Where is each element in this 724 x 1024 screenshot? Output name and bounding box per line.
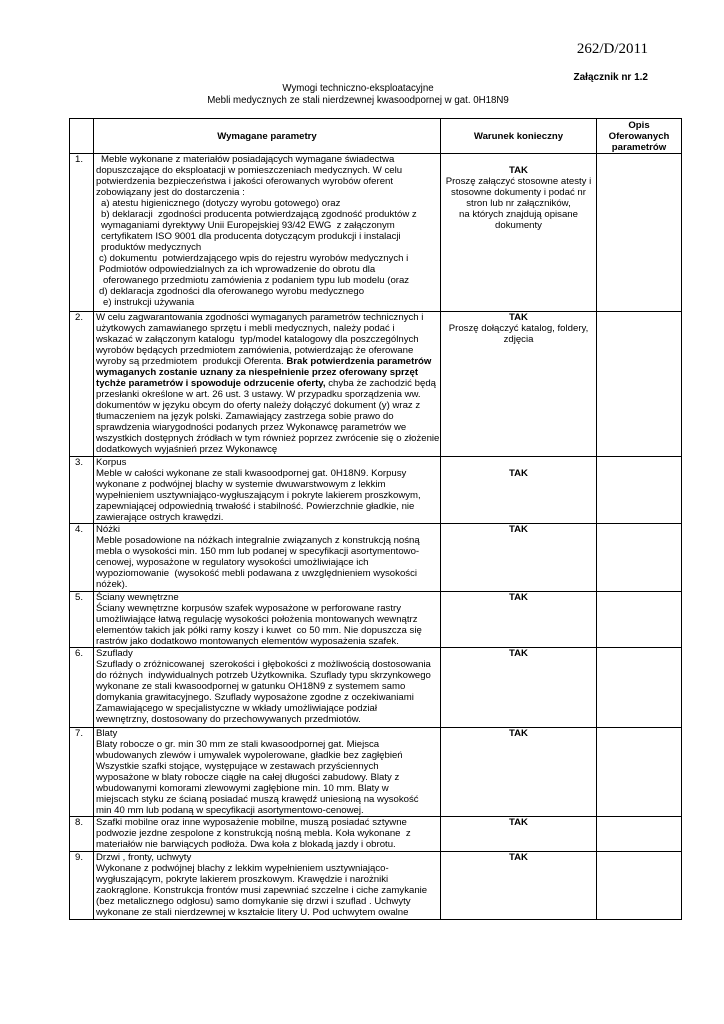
parameter-line: d) deklaracja zgodności dla oferowanego wyrobu medycznego: [99, 286, 365, 297]
document-reference: 262/D/2011: [576, 41, 648, 57]
table-row: [70, 648, 682, 728]
parameter-line: Blaty robocze o gr. min 30 mm ze stali kwasoodpornej gat. Miejsca: [96, 739, 380, 750]
table-header: [70, 119, 682, 154]
parameter-line: elementów takich jak półki ramy koszy i kuwet co 50 mm. Nie dopuszcza się: [96, 625, 422, 636]
parameter-line: wykonane z podwójnej blachy w systemie dwuwarstwowym z lekkim: [96, 479, 386, 490]
row-number: 7.: [70, 728, 94, 817]
text-segment: chyba że zachodzić będą: [325, 378, 436, 389]
header-condition: Warunek konieczny: [441, 119, 597, 154]
requirements-table: [69, 118, 682, 920]
condition-cell: [441, 852, 597, 920]
parameter-line: materiałów nie barwiących podłoża. Dwa koła z blokadą jazdy i obrotu.: [96, 839, 396, 850]
parameter-line: zaokrąglone. Konstrukcja frontów musi zapewniać szczelne i ciche zamykanie: [96, 885, 428, 896]
parameter-line: a) atestu higienicznego (dotyczy wyrobu gotowego) oraz: [101, 198, 341, 209]
parameter-line: dopuszczające do eksploatacji w pomieszczeniach medycznych. W celu: [96, 165, 403, 176]
parameter-line: umożliwiające łatwą regulację wysokości położenia montowanych wewnątrz: [96, 614, 418, 625]
parameter-line: rastrów jako dodatkowo montowanych elementów wyposażenia szafek.: [96, 636, 399, 647]
parameter-line: wypoziomowanie (wysokość mebli podawana z uwzględnieniem wysokości: [96, 568, 418, 579]
parameter-line: [96, 356, 440, 367]
parameter-line: W celu zagwarantowania zgodności wymaganych parametrów technicznych i: [96, 312, 424, 323]
parameter-line: Wykonane z podwójnej blachy z lekkim wypełnieniem usztywniająco-: [96, 863, 389, 874]
parameter-line: miejscach styku ze ścianą posiadać muszą krawędź uniesioną na wysokość: [96, 794, 419, 805]
subtitle-line: Mebli medycznych ze stali nierdzewnej kwasoodpornej w gat. 0H18N9: [207, 95, 509, 106]
parameter-line: Zamawiającego w specjalistyczne w wkłady umożliwiające podział: [96, 703, 378, 714]
parameter-line: wszystkich dostępnych źródłach w tym również poprzez zwrócenie się o złożenie: [96, 433, 440, 444]
parameter-line: wyrobów będących przedmiotem zamówienia, potwierdzając że oferowane: [96, 345, 414, 356]
row-number: 1.: [70, 154, 94, 312]
condition-note-line: stosowne dokumenty i podać nr: [451, 187, 586, 198]
header-number: [70, 119, 94, 154]
parameter-line: przesłanki określone w art. 26 ust. 3 ustawy. W przypadku sporządzenia ww.: [96, 389, 421, 400]
parameter-line: oferowanego przedmiotu zamówienia z podaniem typu lub modelu (oraz: [103, 275, 410, 286]
table-body: [70, 154, 682, 920]
condition-note-line: stron lub nr załączników,: [466, 198, 571, 209]
table-row: [70, 312, 682, 457]
parameter-line: mebla o wysokości min. 150 mm lub podanej w specyfikacji asortymentowo-: [96, 546, 420, 557]
parameter-line: sprawdzenia wiarygodności podanych przez Wykonawcę parametrów we: [96, 422, 407, 433]
parameter-line: podwozie jezdne zespolone z konstrukcją nośną mebla. Koła wykonane z: [96, 828, 411, 839]
row-number: 6.: [70, 648, 94, 728]
condition-cell: [441, 154, 597, 312]
parameter-line: dodatkowych wyjaśnień przez Wykonawcę: [96, 444, 278, 455]
condition-note-line: Proszę dołączyć katalog, foldery,: [448, 323, 589, 334]
table-row: [70, 852, 682, 920]
parameter-line: wymaganiami dyrektywy Unii Europejskiej 93/42 EWG z załączonym: [101, 220, 395, 231]
condition-flag: TAK: [508, 817, 528, 828]
document-title: [0, 83, 716, 107]
parameter-line: wygłuszającym, pokryte lakierem proszkowym. Krawędzie i narożniki: [96, 874, 389, 885]
condition-flag: TAK: [508, 165, 528, 176]
parameter-line: Podmiotów odpowiedzialnych za ich wprowadzenie do obrotu dla: [99, 264, 376, 275]
condition-cell: [441, 312, 597, 457]
condition-note-line: zdjęcia: [503, 334, 534, 345]
parameter-line: wypełnieniem usztywniająco-wygłuszającym i pokryte lakierem proszkowym,: [96, 490, 421, 501]
condition-flag: TAK: [508, 592, 528, 603]
parameter-line: Drzwi , fronty, uchwyty: [96, 852, 192, 863]
parameter-cell: [94, 592, 441, 648]
parameter-line: certyfikatem ISO 9001 dla producenta dotyczącym produkcji i instalacji: [101, 231, 401, 242]
parameter-line: Blaty: [96, 728, 118, 739]
emphasis-text: Brak potwierdzenia parametrów: [286, 356, 432, 367]
offered-parameters-cell: [597, 524, 682, 592]
condition-cell: [441, 648, 597, 728]
parameter-line: Szuflady o zróżnicowanej szerokości i głębokości z możliwością dostosowania: [96, 659, 431, 670]
emphasis-text: wymaganych zostanie uznany za niespełnienie przez oferowany sprzęt: [96, 367, 419, 378]
table-row: [70, 524, 682, 592]
row-number: 3.: [70, 457, 94, 524]
parameter-line: min 40 mm lub podaną w specyfikacji asortymentowo-cenowej.: [96, 805, 364, 816]
parameter-line: tłumaczeniem na język polski. Zamawiający zastrzega sobie prawo do: [96, 411, 394, 422]
text-segment: wyroby są przedmiotem produkcji Oferenta.: [96, 356, 287, 367]
header-offered-line: Oferowanych: [608, 130, 670, 142]
condition-note-line: Proszę załączyć stosowne atesty i: [445, 176, 592, 187]
table-row: [70, 457, 682, 524]
header-offered-line: parametrów: [611, 141, 667, 153]
offered-parameters-cell: [597, 457, 682, 524]
emphasis-text: tychże parametrów i spowoduje odrzucenie oferty,: [96, 378, 326, 389]
condition-flag: TAK: [508, 728, 528, 739]
parameter-line: cenowej, wyposażone w regulatory wysokości umożliwiające ich: [96, 557, 369, 568]
condition-flag: TAK: [508, 312, 528, 323]
parameter-line: [96, 367, 440, 378]
parameter-line: Wszystkie szafki stojące, występujące w zestawach przyściennych: [96, 761, 379, 772]
parameter-line: Meble w całości wykonane ze stali kwasoodpornej gat. 0H18N9. Korpusy: [96, 468, 407, 479]
parameter-line: c) dokumentu potwierdzającego wpis do rejestru wyrobów medycznych i: [99, 253, 409, 264]
parameter-line: zapewniającej odpowiednią trwałość i stabilność. Powierzchnie gładkie, nie: [96, 501, 415, 512]
parameter-line: wewnętrzny, dostosowany do przechowywanych przedmiotów.: [96, 714, 361, 725]
parameter-line: wskazać w załączonym katalogu typ/model katalogowy dla poszczególnych: [96, 334, 419, 345]
condition-flag: TAK: [508, 648, 528, 659]
condition-flag: TAK: [508, 468, 528, 479]
parameter-line: Szafki mobilne oraz inne wyposażenie mobilne, muszą posiadać sztywne: [96, 817, 407, 828]
parameter-line: użytkowych zamawianego sprzętu i mebli medycznych, należy podać i: [96, 323, 395, 334]
header-parameters: Wymagane parametry: [94, 119, 441, 154]
condition-cell: [441, 817, 597, 852]
row-number: 4.: [70, 524, 94, 592]
parameter-line: domykania grawitacyjnego. Szuflady wyposażone zgodne z oczekiwaniami: [96, 692, 414, 703]
parameter-cell: [94, 154, 441, 312]
table-row: [70, 154, 682, 312]
parameter-line: wbudowanymi komorami zlewowymi zagłębione min. 10 mm. Blaty w: [96, 783, 389, 794]
table-row: [70, 728, 682, 817]
header-offered-line: Opis: [628, 119, 650, 131]
parameter-line: Nóżki: [96, 524, 120, 535]
parameter-line: Meble wykonane z materiałów posiadających wymagane świadectwa: [101, 154, 395, 165]
parameter-line: e) instrukcji używania: [103, 297, 195, 308]
table-header-row: [70, 119, 682, 154]
table-row: [70, 592, 682, 648]
parameter-cell: [94, 312, 441, 457]
parameter-line: dokumentów w języku obcym do oferty należy dołączyć dokument (y) wraz z: [96, 400, 421, 411]
offered-parameters-cell: [597, 592, 682, 648]
offered-parameters-cell: [597, 728, 682, 817]
parameter-line: zobowiązany jest do dostarczenia :: [96, 187, 245, 198]
parameter-line: [96, 378, 440, 389]
offered-parameters-cell: [597, 648, 682, 728]
parameter-line: wykonane ze stali kwasoodpornej w gatunku OH18N9 z systemem samo: [96, 681, 406, 692]
header-offered: [597, 119, 682, 154]
parameter-cell: [94, 852, 441, 920]
condition-cell: [441, 524, 597, 592]
parameter-line: produktów medycznych: [101, 242, 202, 253]
condition-flag: TAK: [508, 852, 528, 863]
condition-cell: [441, 592, 597, 648]
parameter-line: wyposażone w blaty robocze ciągłe na całej długości zabudowy. Blaty z: [96, 772, 400, 783]
title-line: Wymogi techniczno-eksploatacyjne: [282, 83, 434, 94]
row-number: 5.: [70, 592, 94, 648]
parameter-line: nóżek).: [96, 579, 128, 590]
row-number: 8.: [70, 817, 94, 852]
parameter-line: Szuflady: [96, 648, 133, 659]
parameter-cell: [94, 648, 441, 728]
parameter-line: Ściany wewnętrzne: [96, 592, 179, 603]
condition-cell: [441, 728, 597, 817]
condition-note-line: dokumenty: [495, 220, 542, 231]
parameter-line: zawierające ostrych krawędzi.: [96, 512, 224, 523]
condition-cell: [441, 457, 597, 524]
offered-parameters-cell: [597, 154, 682, 312]
parameter-line: wbudowanych zlewów i umywalek wypolerowane, gładkie bez zagłębień: [96, 750, 403, 761]
row-number: 9.: [70, 852, 94, 920]
parameter-cell: [94, 457, 441, 524]
attachment-label: Załącznik nr 1.2: [573, 72, 648, 83]
parameter-line: do różnych indywidualnych potrzeb Użytkownika. Szuflady typu skrzynkowego: [96, 670, 431, 681]
table-row: [70, 817, 682, 852]
offered-parameters-cell: [597, 817, 682, 852]
parameter-line: wykonane ze stali nierdzewnej w kształcie litery U. Pod uchwytem owalne: [96, 907, 409, 918]
offered-parameters-cell: [597, 852, 682, 920]
parameter-cell: [94, 524, 441, 592]
parameter-line: Ściany wewnętrzne korpusów szafek wyposażone w perforowane rastry: [96, 603, 402, 614]
parameter-line: Korpus: [96, 457, 127, 468]
row-number: 2.: [70, 312, 94, 457]
parameter-cell: [94, 728, 441, 817]
parameter-line: (bez metalicznego odgłosu) samo domykanie się drzwi i szuflad . Uchwyty: [96, 896, 411, 907]
parameter-line: potwierdzenia bezpieczeństwa i jakości oferowanych wyrobów oferent: [96, 176, 394, 187]
parameter-line: b) deklaracji zgodności producenta potwierdzającą zgodność produktów z: [101, 209, 417, 220]
offered-parameters-cell: [597, 312, 682, 457]
parameter-cell: [94, 817, 441, 852]
condition-flag: TAK: [508, 524, 528, 535]
condition-note-line: na których znajdują opisane: [459, 209, 578, 220]
parameter-line: Meble posadowione na nóżkach integralnie związanych z konstrukcją nośną: [96, 535, 420, 546]
